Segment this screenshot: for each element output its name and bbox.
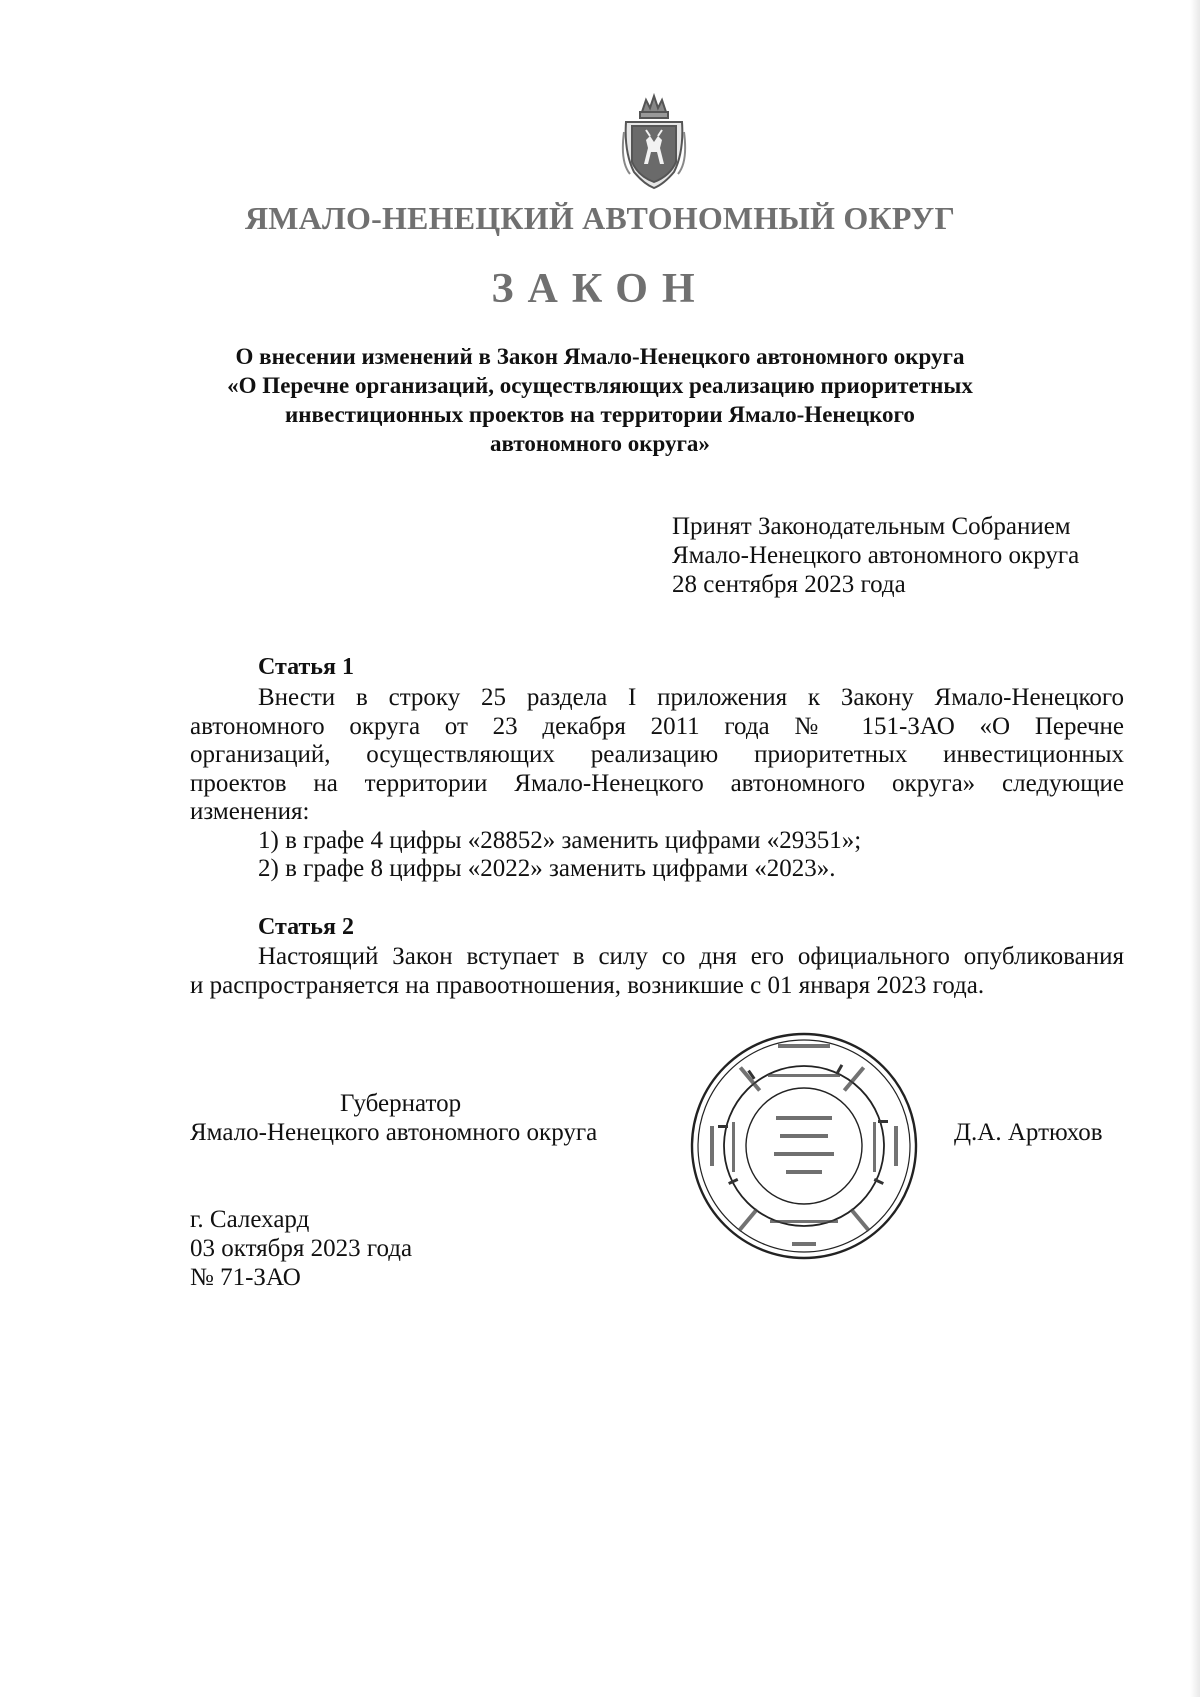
signer-organization: Ямало-Ненецкого автономного округа	[190, 1119, 598, 1146]
region-name: ЯМАЛО-НЕНЕЦКИЙ АВТОНОМНЫЙ ОКРУГ	[244, 200, 956, 236]
article-1-line: автономного округа от 23 декабря 2011 года № 151-ЗАО «О Перечне	[190, 712, 1124, 740]
article-1-line: организаций, осуществляющих реализацию приоритетных инвестиционных	[190, 741, 1124, 768]
signer-title: Губернатор	[340, 1090, 462, 1117]
article-1-title: Статья 1	[258, 654, 354, 680]
article-1-body	[190, 684, 1124, 884]
adoption-line: Принят Законодательным Собранием	[672, 513, 1071, 540]
coat-of-arms-icon	[620, 92, 688, 192]
article-2-title: Статья 2	[258, 914, 354, 940]
page-edge-shadow	[1190, 0, 1200, 1697]
signer-name: Д.А. Артюхов	[954, 1119, 1103, 1146]
article-1-item: 1) в графе 4 цифры «28852» заменить цифрами «29351»;	[258, 826, 862, 854]
law-subject-line: автономного округа»	[490, 431, 710, 456]
law-subject	[150, 342, 1050, 458]
document-type: ЗАКОН	[491, 266, 709, 312]
law-subject-line: «О Перечне организаций, осуществляющих реализацию приоритетных	[227, 373, 973, 398]
article-1-line: изменения:	[190, 798, 310, 825]
signing-date: 03 октября 2023 года	[190, 1235, 413, 1262]
law-subject-line: инвестиционных проектов на территории Ямало-Ненецкого	[285, 402, 915, 427]
adoption-note	[672, 512, 1079, 599]
signing-city: г. Салехард	[190, 1206, 310, 1233]
article-2-line: и распространяется на правоотношения, возникшие с 01 января 2023 года.	[190, 971, 985, 999]
law-number: № 71-ЗАО	[190, 1264, 301, 1291]
law-subject-line: О внесении изменений в Закон Ямало-Ненецкого автономного округа	[235, 344, 965, 369]
article-1-line: Внести в строку 25 раздела I приложения к Закону Ямало-Ненецкого	[258, 684, 1124, 711]
article-1-line: проектов на территории Ямало-Ненецкого автономного округа» следующие	[190, 769, 1124, 797]
article-2-line: Настоящий Закон вступает в силу со дня его официального опубликования	[258, 943, 1124, 970]
official-seal-stamp	[688, 1030, 920, 1262]
article-1-item: 2) в графе 8 цифры «2022» заменить цифрами «2023».	[258, 855, 836, 882]
signing-place-date	[190, 1205, 412, 1292]
adoption-line: Ямало-Ненецкого автономного округа	[672, 542, 1080, 569]
article-2-body	[190, 943, 1124, 1000]
adoption-date: 28 сентября 2023 года	[672, 571, 906, 598]
